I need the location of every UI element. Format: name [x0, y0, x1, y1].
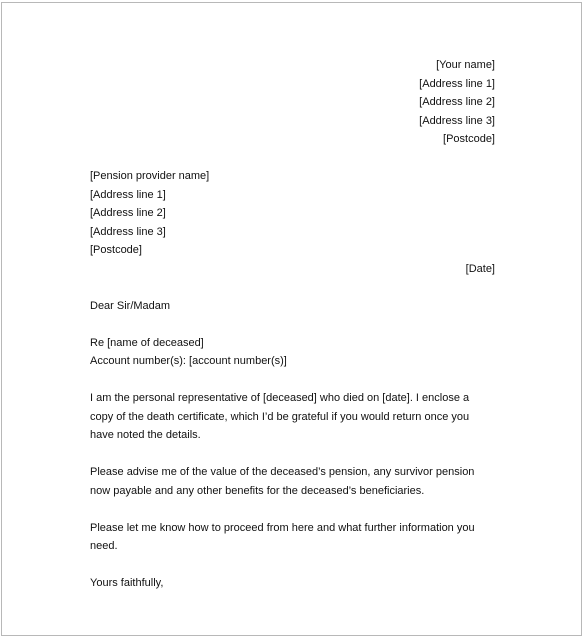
- spacer: [90, 500, 495, 519]
- reference-deceased: Re [name of deceased]: [90, 336, 204, 349]
- spacer: [90, 149, 495, 168]
- recipient-postcode: [Postcode]: [90, 244, 142, 256]
- sender-name: [Your name]: [436, 59, 495, 71]
- reference-block: [90, 334, 495, 371]
- sender-address-line-2: [Address line 2]: [419, 96, 495, 108]
- sender-address-line-1: [Address line 1]: [419, 77, 495, 90]
- salutation: Dear Sir/Madam: [90, 299, 171, 312]
- body-paragraph-1: I am the personal representative of [deceased] who died on [date]. I enclose a copy of the death certificate, which I’d be grateful if you would return once you have noted the details.: [90, 392, 470, 441]
- reference-account-numbers: Account number(s): [account number(s)]: [90, 355, 287, 367]
- sender-address-block: [90, 56, 495, 149]
- letter-date: [Date]: [465, 262, 495, 275]
- closing: Yours faithfully,: [90, 577, 164, 589]
- recipient-name: [Pension provider name]: [90, 170, 210, 182]
- body-paragraph-3: Please let me know how to proceed from here and what further information you need.: [90, 521, 475, 552]
- letter-body: [90, 56, 495, 593]
- recipient-address-block: [90, 167, 495, 260]
- spacer: [90, 445, 495, 464]
- recipient-address-line-1: [Address line 1]: [90, 188, 166, 201]
- spacer: [90, 371, 495, 390]
- letter-page: [1, 2, 582, 636]
- sender-postcode: [Postcode]: [443, 133, 495, 145]
- spacer: [90, 278, 495, 297]
- body-paragraph-2: Please advise me of the value of the deceased’s pension, any survivor pension now payable and any other benefits for the deceased’s beneficiaries.: [90, 466, 475, 497]
- spacer: [90, 556, 495, 575]
- recipient-address-line-3: [Address line 3]: [90, 225, 166, 238]
- spacer: [90, 315, 495, 334]
- sender-address-line-3: [Address line 3]: [419, 114, 495, 127]
- recipient-address-line-2: [Address line 2]: [90, 207, 166, 219]
